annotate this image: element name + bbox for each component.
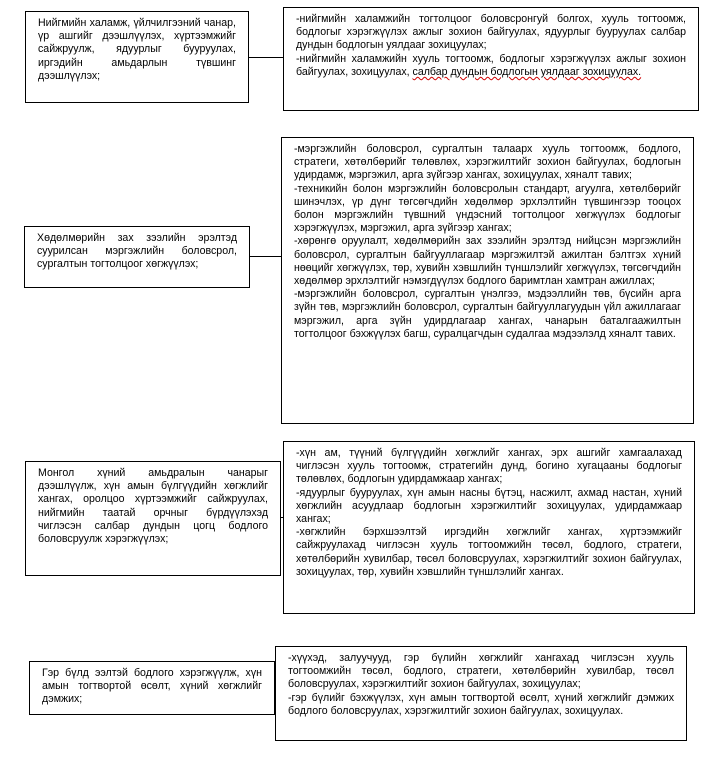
function-item-2-3: -хөрөнгө оруулалт, хөдөлмөрийн зах зээлийн эрэлтэд нийцсэн мэргэжлийн боловсрол, сургалтын байгууллагаар мэргэжилтэй ажилтан бэлтгэх хүний нөөцийг хөгжүүлэх, төр, хувийн хэвшлийн түншлэлийг хөгжүүлэх, төгсөгчдийн хөдөлмөр эрхлэлтийг нэмэгдүүлэх бодлого баримтлан хамтран ажиллах; [294,235,681,288]
connector-2 [250,256,281,257]
goal-text-4: Гэр бүлд ээлтэй бодлого хэрэгжүүлж, хүн амын тогтвортой өсөлт, хүний хөгжлийг дэмжих; [42,667,262,706]
function-box-4 [275,646,687,741]
goal-box-4 [29,661,275,715]
function-item-3-1: -хүн ам, түүний бүлгүүдийн хөгжлийг хангах, эрх ашгийг хамгаалахад чиглэсэн хууль тогтоомж, стратегийн дунд, богино хугацааны бодлогыг төлөвлөх, бодлогын удирдамжаар хангах; [296,447,682,486]
function-item-2-1: -мэргэжлийн боловсрол, сургалтын талаарх хууль тогтоомж, бодлого, стратеги, хөтөлбөрийг төлөвлөх, хэрэгжилтийг зохион байгуулах, бодлогын удирдамж, мэргэжил, арга зүйгээр хангах, зохицуулах, хяналт тавих; [294,143,681,182]
goal-text-3: Монгол хүний амьдралын чанарыг дээшлүүлж, хүн амын бүлгүүдийн хөгжлийг хангах, оролцоо хүртээмжийг сайжруулах, нийгмийн таатай орчныг бүрдүүлэхэд чиглэсэн салбар дундын цогц бодлого боловсруулж хэрэгжүүлэх; [38,467,268,546]
goal-box-2 [24,226,250,288]
goal-box-1 [25,11,249,103]
function-item-4-2: -гэр бүлийг бэхжүүлэх, хүн амын тогтвортой өсөлт, хүний хөгжлийг дэмжих бодлого боловсруулах, хэрэгжилтийг зохион байгуулах, зохицуулах. [288,691,674,717]
goal-box-3 [25,461,281,576]
function-item-3-2: -ядуурлыг бууруулах, хүн амын насны бүтэц, насжилт, ахмад настан, хүний хөгжлийн асуудлаар бодлогын хэрэгжилтийг зохицуулах, удирдамжаар хангах; [296,486,682,526]
function-item-3-3: -хөгжлийн бэрхшээлтэй иргэдийн хөгжлийг хангах, хүртээмжийг сайжруулахад чиглэсэн хууль тогтоомжийн төсөл, бодлого, стратеги, хөтөлбөрийн хувилбар, төсөл боловсруулах, хэрэгжилтийг зохион байгуулах, зохицуулах, төр, хувийн хэвшлийн түншлэлийг хангах. [296,526,682,578]
function-box-2 [281,137,694,424]
goal-text-1: Нийгмийн халамж, үйлчилгээний чанар, үр ашгийг дээшлүүлэх, хүртээмжийг сайжруулж, ядуурлыг бууруулах, иргэдийн амьдарлын түвшинг дээшлүүлэх; [38,17,236,82]
function-item-2-4: -мэргэжлийн боловсрол, сургалтын үнэлгээ, мэдээллийн төв, бүсийн арга зүйн төв, мэргэжлийн боловсрол, сургалтын байгууллагуудын үйл ажиллагааг мэргэжил, арга зүйн удирдлагаар хангах, чанарын баталгаажилтын тогтолцоог бэхжүүлэх багш, суралцагчдын судалгаа мэдээлэлд хяналт тавих. [294,288,681,340]
goal-text-2: Хөдөлмөрийн зах зээлийн эрэлтэд суурилсан мэргэжлийн боловсрол, сургалтын тогтолцоог хөгжүүлэх; [37,232,237,271]
function-item-1-1: -нийгмийн халамжийн тогтолцоог боловсронгуй болгох, хууль тогтоомж, бодлогыг хэрэгжүүлэх ажлыг зохион байгуулах, ядуурлыг бууруулах салбар дундын бодлогын уялдааг зохицуулах; [296,13,686,52]
function-box-1 [283,7,699,111]
spellcheck-underlined-text: салбар дундын бодлогын уялдааг зохицуулах. [412,65,642,78]
function-item-1-2-text: -нийгмийн халамжийн хууль тогтоомж, бодлогыг хэрэгжүүлэх ажлыг зохион байгуулах, зохицуулах, [296,52,686,78]
function-item-4-1: -хүүхэд, залуучууд, гэр бүлийн хөгжлийг хангахад чиглэсэн хууль тогтоомжийн төсөл, бодлого, стратеги, хөтөлбөрийн хувилбар, төсөл боловсруулах, хэрэгжилтийг зохион байгуулах, зохицуулах; [288,652,674,691]
function-item-1-2 [296,53,686,79]
connector-1 [249,57,283,58]
function-item-2-2: -техникийн болон мэргэжлийн боловсролын стандарт, агуулга, хөтөлбөрийг шинэчлэх, үр дүнг төгсөгчдийн хөдөлмөр эрхлэлтийн түвшингээр тооцох болон мэргэжлийн түвшний үндэсний тогтолцоог хөгжүүлэх бодлогыг хэрэгжүүлэх, мэргэжил, арга зүйгээр хангах; [294,182,681,235]
function-box-3 [283,441,695,614]
